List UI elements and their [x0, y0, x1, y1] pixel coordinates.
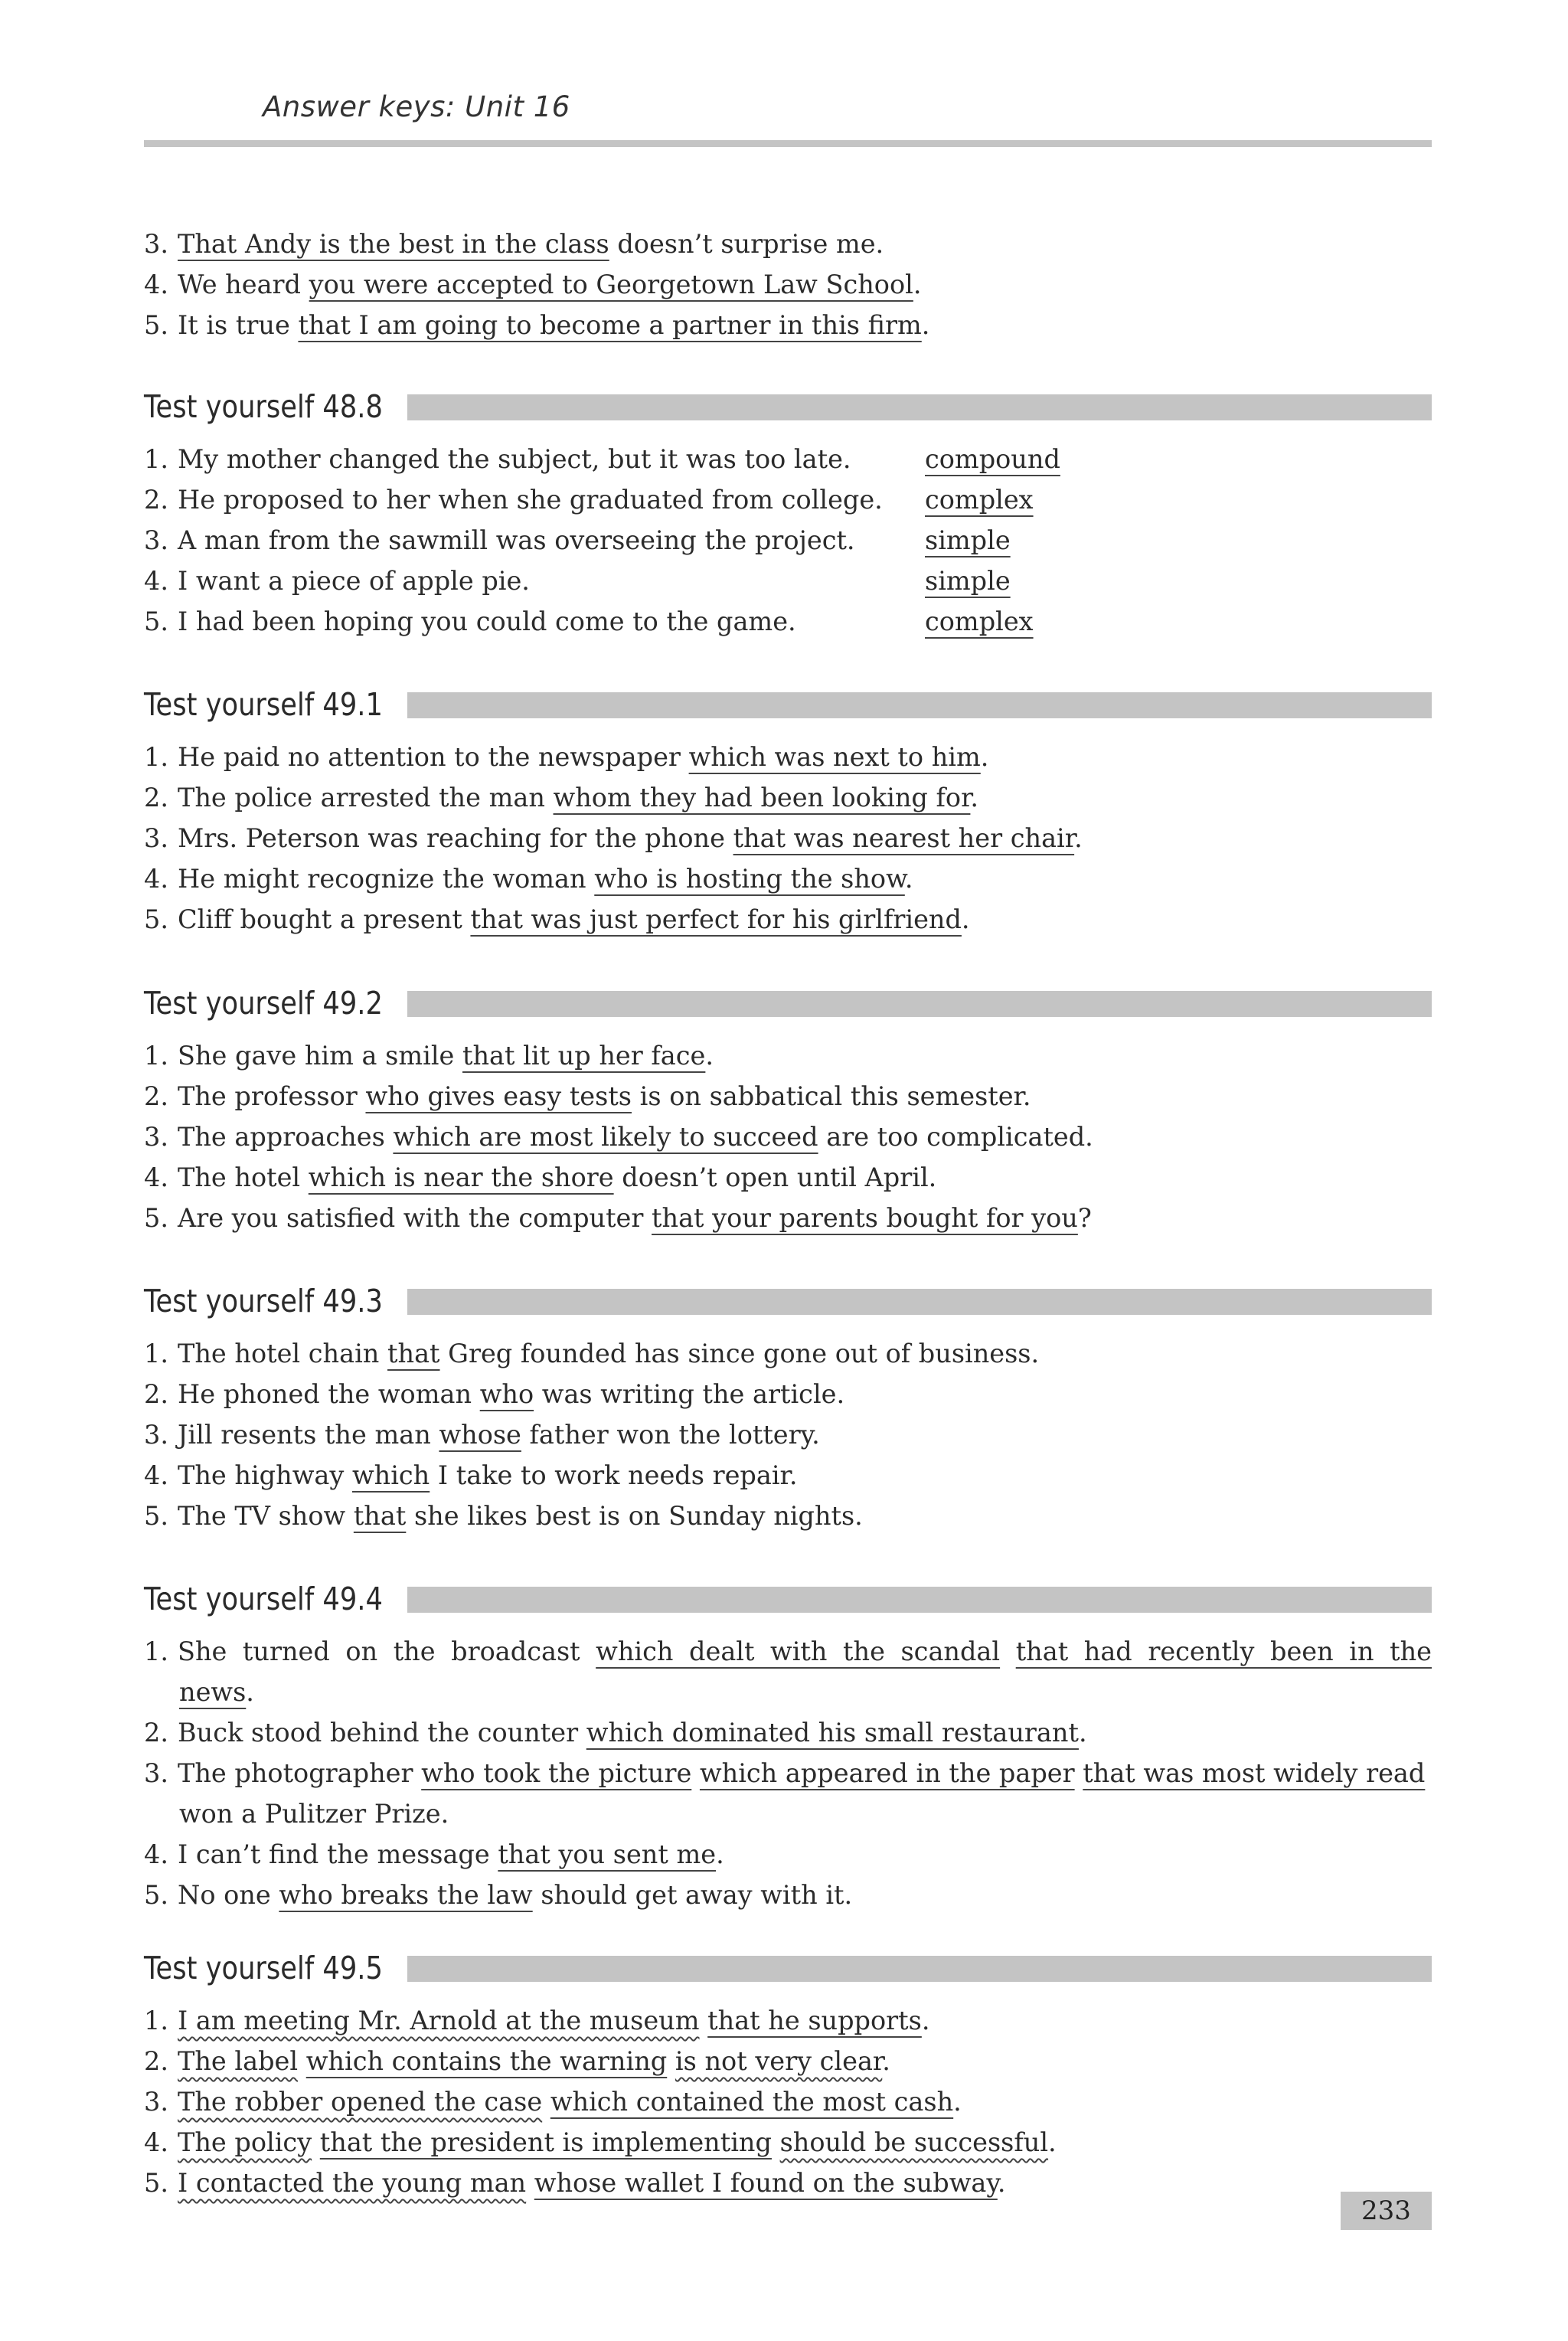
- section-bar: [407, 692, 1432, 718]
- underlined-clause: whose: [439, 1420, 521, 1450]
- sentence-text: [178, 2081, 962, 2122]
- item-number: 3.: [144, 1758, 168, 1788]
- underlined-clause: that: [387, 1339, 440, 1368]
- answer-line: [144, 737, 1432, 777]
- answer-line: [144, 2041, 1432, 2081]
- answer-line: [144, 818, 1432, 858]
- plain-text: Cliff bought a present: [178, 904, 471, 934]
- answer-line: [144, 1374, 1432, 1414]
- sentence-text: [178, 737, 988, 777]
- plain-text: The approaches: [178, 1122, 394, 1152]
- sentence-text: [178, 1198, 1092, 1238]
- plain-text: No one: [178, 1880, 279, 1910]
- plain-text: .: [1078, 1718, 1087, 1748]
- answer-line: [144, 561, 1432, 601]
- plain-text: won a Pulitzer Prize.: [179, 1799, 449, 1829]
- answer-line: [144, 1333, 1432, 1374]
- plain-text: was writing the article.: [534, 1379, 845, 1409]
- wavy-underlined-clause: The robber opened the case: [178, 2087, 543, 2117]
- plain-text: My mother changed the subject, but it was too late.: [178, 444, 851, 474]
- plain-text: I can’t find the message: [178, 1839, 498, 1869]
- underlined-clause: who is hosting the show: [594, 864, 905, 894]
- underlined-clause: That Andy is the best in the class: [178, 229, 609, 259]
- sentence-type-label: compound: [925, 444, 1060, 474]
- wavy-underlined-clause: should be successful: [779, 2127, 1049, 2157]
- sentence-type-label: simple: [925, 566, 1011, 596]
- section-bar: [407, 394, 1432, 420]
- plain-text: The hotel chain: [178, 1339, 388, 1368]
- item-number: 5.: [144, 2168, 168, 2198]
- underlined-clause: which dominated his small restaurant: [586, 1718, 1079, 1748]
- item-number: 4.: [144, 1460, 168, 1490]
- plain-text: doesn’t open until April.: [613, 1162, 937, 1192]
- answer-line: [144, 1076, 1432, 1117]
- underlined-clause: that was just perfect for his girlfriend: [470, 904, 962, 934]
- underlined-clause: that was most widely read: [1083, 1758, 1426, 1788]
- item-number: 4.: [144, 2127, 168, 2157]
- underlined-clause: that I am going to become a partner in this firm: [298, 310, 922, 340]
- underlined-clause: whom they had been looking for: [553, 783, 971, 812]
- underlined-clause: whose wallet I found on the subway: [534, 2168, 998, 2198]
- sentence-text: [178, 2041, 890, 2081]
- underlined-clause: that had recently been in the: [1015, 1636, 1432, 1666]
- item-number: 2.: [144, 1379, 168, 1409]
- plain-text: .: [1048, 2127, 1057, 2157]
- wavy-underlined-clause: I contacted the young man: [178, 2168, 527, 2198]
- wavy-underlined-clause: I am meeting Mr. Arnold at the museum: [178, 2006, 700, 2035]
- section-heading: [144, 980, 1432, 1026]
- section-heading: [144, 1576, 1432, 1622]
- sentence-text: [178, 1631, 1432, 1672]
- plain-text: Mrs. Peterson was reaching for the phone: [178, 823, 733, 853]
- sentence-text: [178, 899, 970, 940]
- plain-text: A man from the sawmill was overseeing the project.: [178, 525, 855, 555]
- answer-line-continuation: [144, 1793, 1432, 1834]
- answer-line: [144, 777, 1432, 818]
- sentence-text: [178, 601, 796, 642]
- sentence-text: [178, 561, 530, 601]
- section-bar: [407, 991, 1432, 1017]
- answer-line: [144, 1455, 1432, 1496]
- sentence-text: [178, 1455, 798, 1496]
- plain-text: It is true: [178, 310, 299, 340]
- answer-line: [144, 899, 1432, 940]
- underlined-clause: which: [351, 1460, 430, 1490]
- page-number: 233: [1341, 2192, 1432, 2230]
- plain-text: [312, 2127, 320, 2157]
- plain-text: [1075, 1758, 1083, 1788]
- underlined-clause: which appeared in the paper: [699, 1758, 1075, 1788]
- plain-text: ?: [1077, 1203, 1092, 1233]
- section-title: Test yourself 48.8: [144, 388, 383, 425]
- plain-text: The TV show: [178, 1501, 354, 1531]
- item-number: 4.: [144, 1162, 168, 1192]
- sentence-text: [178, 264, 922, 305]
- plain-text: .: [716, 1839, 724, 1869]
- sentence-text: [178, 479, 883, 520]
- section-heading: [144, 682, 1432, 727]
- plain-text: I want a piece of apple pie.: [178, 566, 530, 596]
- sentence-text: [178, 1374, 844, 1414]
- header-rule: [144, 140, 1432, 147]
- answer-line: [144, 601, 1432, 642]
- underlined-clause: which are most likely to succeed: [393, 1122, 818, 1152]
- plain-text: doesn’t surprise me.: [609, 229, 884, 259]
- underlined-clause: that you sent me: [498, 1839, 717, 1869]
- plain-text: Buck stood behind the counter: [178, 1718, 586, 1748]
- underlined-clause: which contained the most cash: [550, 2087, 954, 2117]
- section-heading: [144, 1278, 1432, 1324]
- item-number: 4.: [144, 270, 168, 299]
- answer-line: [144, 1414, 1432, 1455]
- plain-text: He phoned the woman: [178, 1379, 480, 1409]
- plain-text: .: [913, 270, 922, 299]
- answer-line: [144, 1035, 1432, 1076]
- plain-text: I take to work needs repair.: [430, 1460, 798, 1490]
- plain-text: should get away with it.: [532, 1880, 853, 1910]
- plain-text: .: [705, 1041, 714, 1071]
- section-bar: [407, 1289, 1432, 1315]
- underlined-clause: that: [353, 1501, 407, 1531]
- answer-line: [144, 2081, 1432, 2122]
- plain-text: .: [1074, 823, 1083, 853]
- answer-line: [144, 1834, 1432, 1875]
- sentence-text: [179, 1672, 254, 1712]
- plain-text: [1000, 1636, 1016, 1666]
- plain-text: He might recognize the woman: [178, 864, 595, 894]
- item-number: 1.: [144, 742, 168, 772]
- section-heading: [144, 384, 1432, 430]
- plain-text: .: [997, 2168, 1006, 2198]
- answer-line: [144, 224, 1432, 264]
- answer-line: [144, 1157, 1432, 1198]
- plain-text: .: [882, 2046, 890, 2076]
- sentence-text: [178, 1035, 714, 1076]
- item-number: 3.: [144, 1420, 168, 1450]
- underlined-clause: who breaks the law: [279, 1880, 533, 1910]
- answer-line: [144, 1631, 1432, 1672]
- running-head: Answer keys: Unit 16: [263, 90, 570, 123]
- plain-text: He proposed to her when she graduated from college.: [178, 485, 883, 515]
- underlined-clause: you were accepted to Georgetown Law School: [309, 270, 913, 299]
- item-number: 2.: [144, 1081, 168, 1111]
- sentence-text: [178, 224, 884, 264]
- sentence-text: [178, 439, 851, 479]
- underlined-clause: who: [479, 1379, 534, 1409]
- plain-text: The photographer: [178, 1758, 422, 1788]
- plain-text: .: [980, 742, 989, 772]
- sentence-text: [178, 2163, 1005, 2203]
- plain-text: [526, 2168, 534, 2198]
- plain-text: .: [921, 2006, 930, 2035]
- section-title: Test yourself 49.2: [144, 985, 383, 1022]
- answer-line: [144, 1496, 1432, 1536]
- underlined-clause: which contains the warning: [305, 2046, 668, 2076]
- plain-text: He paid no attention to the newspaper: [178, 742, 689, 772]
- sentence-text: [178, 818, 1083, 858]
- plain-text: The professor: [178, 1081, 366, 1111]
- plain-text: Jill resents the man: [178, 1420, 439, 1450]
- item-number: 5.: [144, 1203, 168, 1233]
- sentence-text: [178, 1496, 863, 1536]
- sentence-text: [178, 777, 978, 818]
- plain-text: .: [921, 310, 930, 340]
- item-number: 4.: [144, 864, 168, 894]
- answer-line: [144, 264, 1432, 305]
- plain-text: .: [961, 904, 970, 934]
- section-title: Test yourself 49.5: [144, 1950, 383, 1986]
- plain-text: The hotel: [178, 1162, 309, 1192]
- sentence-text: [178, 2000, 930, 2041]
- sentence-text: [178, 1875, 852, 1915]
- plain-text: Greg founded has since gone out of business.: [439, 1339, 1040, 1368]
- sentence-text: [178, 520, 855, 561]
- section-title: Test yourself 49.1: [144, 686, 383, 723]
- sentence-text: [178, 1753, 1425, 1793]
- plain-text: [700, 2006, 708, 2035]
- sentence-text: [178, 2122, 1057, 2163]
- section-title: Test yourself 49.3: [144, 1283, 383, 1319]
- sentence-text: [178, 1414, 820, 1455]
- underlined-clause: which was next to him: [688, 742, 981, 772]
- plain-text: We heard: [178, 270, 309, 299]
- sentence-text: [178, 305, 929, 345]
- plain-text: The highway: [178, 1460, 352, 1490]
- plain-text: is on sabbatical this semester.: [631, 1081, 1031, 1111]
- item-number: 3.: [144, 1122, 168, 1152]
- plain-text: Are you satisfied with the computer: [178, 1203, 652, 1233]
- sentence-type-label: complex: [925, 607, 1034, 636]
- section-bar: [407, 1587, 1432, 1613]
- answer-line: [144, 1117, 1432, 1157]
- sentence-text: [178, 1157, 936, 1198]
- sentence-text: [178, 1834, 724, 1875]
- item-number: 3.: [144, 229, 168, 259]
- plain-text: father won the lottery.: [521, 1420, 820, 1450]
- plain-text: .: [953, 2087, 962, 2117]
- sentence-type-label: complex: [925, 485, 1034, 515]
- sentence-text: [178, 858, 913, 899]
- answer-line: [144, 858, 1432, 899]
- underlined-clause: that was nearest her chair: [733, 823, 1075, 853]
- item-number: 1.: [144, 444, 168, 474]
- answer-line: [144, 2000, 1432, 2041]
- plain-text: are too complicated.: [818, 1122, 1093, 1152]
- sentence-text: [178, 1712, 1087, 1753]
- item-number: 5.: [144, 904, 168, 934]
- item-number: 1.: [144, 1041, 168, 1071]
- plain-text: She gave him a smile: [178, 1041, 463, 1071]
- underlined-clause: which dealt with the scandal: [596, 1636, 1001, 1666]
- plain-text: She turned on the broadcast: [178, 1636, 596, 1666]
- sentence-text: [179, 1793, 449, 1834]
- wavy-underlined-clause: The policy: [178, 2127, 312, 2157]
- underlined-clause: that the president is implementing: [319, 2127, 772, 2157]
- item-number: 1.: [144, 2006, 168, 2035]
- item-number: 2.: [144, 783, 168, 812]
- underlined-clause: that your parents bought for you: [652, 1203, 1078, 1233]
- item-number: 4.: [144, 1839, 168, 1869]
- sentence-type-label: simple: [925, 525, 1011, 555]
- sentence-text: [178, 1117, 1093, 1157]
- plain-text: The police arrested the man: [178, 783, 554, 812]
- section-title: Test yourself 49.4: [144, 1581, 383, 1617]
- plain-text: she likes best is on Sunday nights.: [406, 1501, 863, 1531]
- plain-text: I had been hoping you could come to the game.: [178, 607, 796, 636]
- wavy-underlined-clause: is not very clear: [675, 2046, 883, 2076]
- underlined-clause: who took the picture: [421, 1758, 692, 1788]
- item-number: 3.: [144, 2087, 168, 2117]
- underlined-clause: news: [179, 1677, 247, 1707]
- answer-line: [144, 1712, 1432, 1753]
- answer-line: [144, 2122, 1432, 2163]
- underlined-clause: that lit up her face: [462, 1041, 706, 1071]
- item-number: 5.: [144, 310, 168, 340]
- item-number: 2.: [144, 2046, 168, 2076]
- answer-line: [144, 2163, 1432, 2203]
- plain-text: .: [904, 864, 913, 894]
- plain-text: [542, 2087, 550, 2117]
- underlined-clause: that he supports: [707, 2006, 922, 2035]
- section-heading: [144, 1945, 1432, 1991]
- answer-line: [144, 305, 1432, 345]
- item-number: 2.: [144, 485, 168, 515]
- answer-line: [144, 439, 1432, 479]
- item-number: 3.: [144, 525, 168, 555]
- item-number: 5.: [144, 607, 168, 636]
- item-number: 5.: [144, 1501, 168, 1531]
- answer-line: [144, 1198, 1432, 1238]
- plain-text: .: [246, 1677, 254, 1707]
- answer-line: [144, 1753, 1432, 1793]
- plain-text: [691, 1758, 700, 1788]
- wavy-underlined-clause: The label: [178, 2046, 299, 2076]
- plain-text: [298, 2046, 306, 2076]
- plain-text: [772, 2127, 780, 2157]
- underlined-clause: which is near the shore: [308, 1162, 614, 1192]
- item-number: 5.: [144, 1880, 168, 1910]
- item-number: 3.: [144, 823, 168, 853]
- section-bar: [407, 1956, 1432, 1982]
- plain-text: .: [970, 783, 979, 812]
- item-number: 4.: [144, 566, 168, 596]
- plain-text: [667, 2046, 675, 2076]
- item-number: 1.: [144, 1636, 168, 1666]
- answer-line: [144, 479, 1432, 520]
- underlined-clause: who gives easy tests: [365, 1081, 632, 1111]
- answer-line-continuation: [144, 1672, 1432, 1712]
- answer-line: [144, 520, 1432, 561]
- sentence-text: [178, 1333, 1039, 1374]
- item-number: 1.: [144, 1339, 168, 1368]
- sentence-text: [178, 1076, 1031, 1117]
- answer-line: [144, 1875, 1432, 1915]
- item-number: 2.: [144, 1718, 168, 1748]
